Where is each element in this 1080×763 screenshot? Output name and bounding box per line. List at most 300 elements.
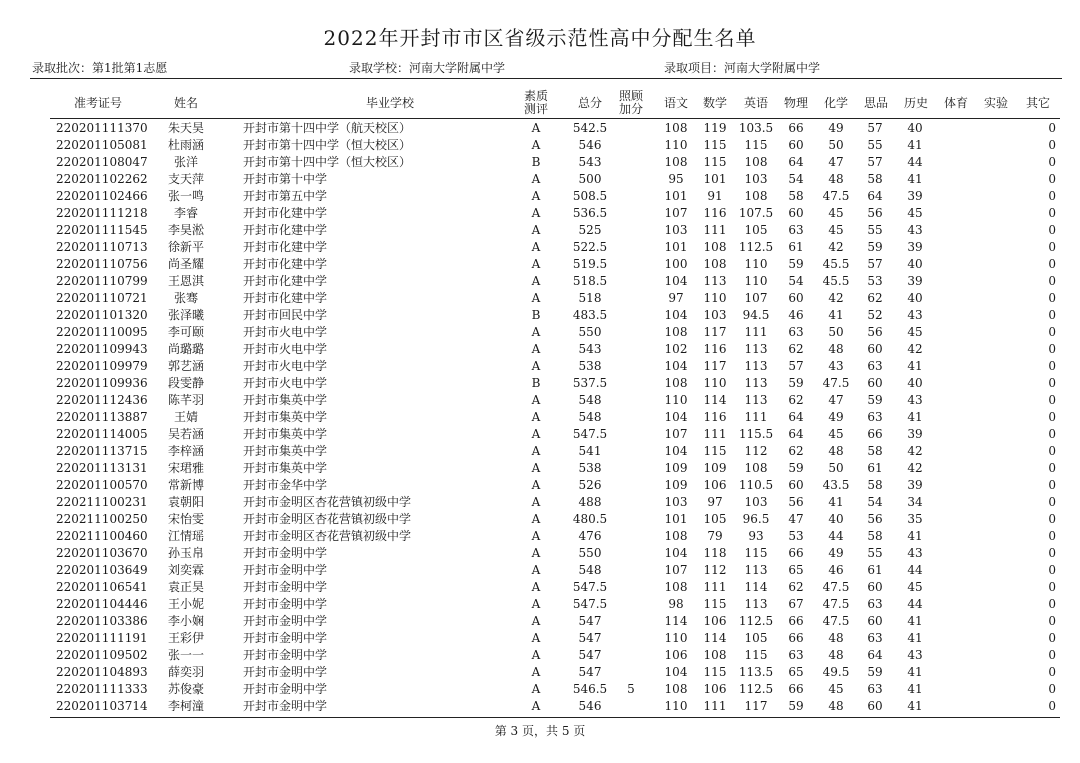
cell-huaxue: 47.5	[822, 376, 850, 390]
cell-shuxue: 108	[703, 240, 727, 254]
cell-yuwen: 108	[664, 682, 688, 696]
cell-quality: A	[531, 512, 541, 526]
cell-sipin: 58	[867, 444, 883, 458]
cell-shiyan	[982, 579, 1008, 596]
cell-total: 525	[578, 223, 602, 237]
cell-school: 开封市金明区杏花营镇初级中学	[243, 495, 412, 509]
cell-shiyan	[982, 205, 1008, 222]
cell-yuwen: 101	[664, 189, 688, 203]
cell-tiyu	[942, 630, 968, 647]
cell-id: 220201110799	[56, 274, 148, 288]
cell-yuwen: 109	[664, 461, 688, 475]
cell-tiyu	[942, 647, 968, 664]
cell-total: 541	[578, 444, 602, 458]
cell-quality: A	[531, 563, 541, 577]
cell-qita: 0	[1048, 257, 1056, 271]
cell-total: 547	[578, 665, 602, 679]
cell-yingyu: 105	[744, 631, 768, 645]
cell-name: 王彩伊	[167, 631, 204, 645]
cell-lishi: 34	[907, 495, 923, 509]
cell-bonus: 5	[627, 682, 635, 696]
cell-yingyu: 113	[744, 597, 768, 611]
cell-lishi: 41	[907, 172, 923, 186]
header-school: 毕业学校	[365, 95, 414, 110]
cell-qita: 0	[1048, 648, 1056, 662]
cell-sipin: 62	[867, 291, 883, 305]
cell-quality: A	[531, 427, 541, 441]
cell-name: 张一一	[167, 648, 204, 662]
cell-sipin: 56	[867, 512, 883, 526]
cell-qita: 0	[1048, 410, 1056, 424]
cell-total: 483.5	[572, 308, 608, 322]
cell-bonus	[618, 426, 644, 443]
cell-yuwen: 114	[664, 614, 688, 628]
cell-yingyu: 115	[744, 546, 768, 560]
cell-huaxue: 41	[828, 495, 844, 509]
cell-name: 苏俊豪	[167, 682, 204, 696]
cell-wuli: 63	[788, 648, 804, 662]
cell-huaxue: 50	[828, 138, 844, 152]
cell-name: 李柯潼	[167, 699, 204, 713]
cell-shuxue: 115	[703, 597, 727, 611]
cell-yuwen: 97	[668, 291, 684, 305]
cell-name: 张骞	[173, 291, 198, 305]
cell-shiyan	[982, 239, 1008, 256]
cell-wuli: 54	[788, 172, 804, 186]
cell-id: 220201114005	[56, 427, 148, 441]
cell-bonus	[618, 596, 644, 613]
cell-shuxue: 115	[703, 138, 727, 152]
cell-yuwen: 100	[664, 257, 688, 271]
cell-shiyan	[982, 188, 1008, 205]
cell-wuli: 66	[788, 631, 804, 645]
cell-wuli: 61	[788, 240, 804, 254]
cell-id: 220201105081	[56, 138, 148, 152]
cell-yuwen: 104	[664, 308, 688, 322]
cell-shuxue: 103	[703, 308, 727, 322]
cell-tiyu	[942, 341, 968, 358]
cell-school: 开封市化建中学	[243, 291, 328, 305]
table-row	[0, 137, 1080, 154]
cell-wuli: 58	[788, 189, 804, 203]
cell-shiyan	[982, 630, 1008, 647]
cell-quality: A	[531, 580, 541, 594]
cell-yingyu: 111	[744, 325, 768, 339]
cell-qita: 0	[1048, 614, 1056, 628]
meta-divider	[30, 78, 1062, 79]
cell-lishi: 43	[907, 546, 923, 560]
cell-lishi: 39	[907, 274, 923, 288]
cell-yuwen: 103	[664, 223, 688, 237]
cell-sipin: 66	[867, 427, 883, 441]
cell-quality: A	[531, 342, 541, 356]
cell-id: 220201109936	[56, 376, 148, 390]
cell-yingyu: 111	[744, 410, 768, 424]
header-total: 总分	[577, 95, 602, 110]
cell-yingyu: 110	[744, 274, 768, 288]
table-row	[0, 324, 1080, 341]
cell-yuwen: 110	[664, 631, 688, 645]
cell-id: 220201103714	[56, 699, 148, 713]
cell-name: 袁朝阳	[167, 495, 204, 509]
cell-wuli: 62	[788, 580, 804, 594]
cell-qita: 0	[1048, 699, 1056, 713]
cell-total: 508.5	[572, 189, 608, 203]
cell-shiyan	[982, 494, 1008, 511]
cell-yingyu: 112.5	[738, 614, 774, 628]
cell-shiyan	[982, 511, 1008, 528]
cell-qita: 0	[1048, 444, 1056, 458]
cell-lishi: 40	[907, 257, 923, 271]
cell-shuxue: 111	[703, 580, 727, 594]
cell-lishi: 39	[907, 189, 923, 203]
cell-huaxue: 48	[828, 342, 844, 356]
cell-tiyu	[942, 562, 968, 579]
cell-tiyu	[942, 154, 968, 171]
cell-huaxue: 46	[828, 563, 844, 577]
cell-quality: A	[531, 597, 541, 611]
cell-wuli: 64	[788, 155, 804, 169]
cell-total: 547.5	[572, 597, 608, 611]
admission-program: 录取项目：河南大学附属中学	[664, 61, 821, 75]
cell-lishi: 45	[907, 580, 923, 594]
cell-wuli: 56	[788, 495, 804, 509]
cell-quality: A	[531, 546, 541, 560]
cell-school: 开封市金明中学	[243, 580, 328, 594]
cell-school: 开封市金明中学	[243, 648, 328, 662]
table-row	[0, 409, 1080, 426]
cell-name: 张一鸣	[167, 189, 204, 203]
cell-shiyan	[982, 256, 1008, 273]
table-row	[0, 239, 1080, 256]
cell-total: 547	[578, 648, 602, 662]
cell-id: 220201111333	[56, 682, 148, 696]
cell-shuxue: 101	[703, 172, 727, 186]
cell-tiyu	[942, 477, 968, 494]
cell-quality: A	[531, 393, 541, 407]
table-row	[0, 562, 1080, 579]
cell-name: 朱天昊	[167, 121, 204, 135]
cell-qita: 0	[1048, 529, 1056, 543]
cell-shuxue: 108	[703, 257, 727, 271]
cell-shuxue: 110	[703, 291, 727, 305]
cell-shuxue: 117	[703, 359, 727, 373]
table-row	[0, 120, 1080, 137]
cell-quality: A	[531, 495, 541, 509]
cell-total: 518	[578, 291, 602, 305]
cell-tiyu	[942, 426, 968, 443]
cell-school: 开封市火电中学	[243, 325, 328, 339]
cell-school: 开封市化建中学	[243, 206, 328, 220]
table-row	[0, 528, 1080, 545]
cell-lishi: 41	[907, 529, 923, 543]
cell-wuli: 59	[788, 257, 804, 271]
cell-quality: A	[531, 189, 541, 203]
cell-tiyu	[942, 613, 968, 630]
cell-shuxue: 115	[703, 444, 727, 458]
cell-lishi: 43	[907, 308, 923, 322]
table-row	[0, 460, 1080, 477]
cell-huaxue: 45.5	[822, 257, 850, 271]
cell-yingyu: 110.5	[738, 478, 774, 492]
cell-total: 547	[578, 614, 602, 628]
cell-quality: A	[531, 274, 541, 288]
table-row	[0, 613, 1080, 630]
cell-bonus	[618, 256, 644, 273]
cell-bonus	[618, 664, 644, 681]
cell-tiyu	[942, 392, 968, 409]
cell-qita: 0	[1048, 682, 1056, 696]
table-row	[0, 596, 1080, 613]
table-row	[0, 256, 1080, 273]
cell-shiyan	[982, 137, 1008, 154]
table-row	[0, 222, 1080, 239]
cell-school: 开封市金明中学	[243, 563, 328, 577]
cell-shiyan	[982, 596, 1008, 613]
cell-wuli: 66	[788, 546, 804, 560]
cell-shiyan	[982, 273, 1008, 290]
cell-tiyu	[942, 698, 968, 715]
cell-qita: 0	[1048, 665, 1056, 679]
cell-total: 542.5	[572, 121, 608, 135]
cell-total: 543	[578, 342, 602, 356]
cell-lishi: 41	[907, 614, 923, 628]
cell-school: 开封市化建中学	[243, 223, 328, 237]
cell-yingyu: 114	[744, 580, 768, 594]
cell-yingyu: 113	[744, 359, 768, 373]
cell-sipin: 57	[867, 121, 883, 135]
cell-yingyu: 103	[744, 172, 768, 186]
table-row	[0, 188, 1080, 205]
cell-school: 开封市化建中学	[243, 274, 328, 288]
cell-id: 220201111545	[56, 223, 148, 237]
cell-lishi: 44	[907, 155, 923, 169]
table-row	[0, 392, 1080, 409]
cell-shiyan	[982, 477, 1008, 494]
cell-shuxue: 79	[707, 529, 723, 543]
cell-huaxue: 45	[828, 427, 844, 441]
cell-yuwen: 101	[664, 512, 688, 526]
cell-huaxue: 45.5	[822, 274, 850, 288]
cell-yuwen: 104	[664, 665, 688, 679]
cell-bonus	[618, 698, 644, 715]
cell-school: 开封市第十四中学（航天校区）	[243, 121, 412, 135]
cell-tiyu	[942, 579, 968, 596]
cell-bonus	[618, 562, 644, 579]
cell-huaxue: 42	[828, 291, 844, 305]
cell-id: 220201102262	[56, 172, 148, 186]
cell-shiyan	[982, 341, 1008, 358]
cell-total: 526	[578, 478, 602, 492]
cell-huaxue: 45	[828, 223, 844, 237]
cell-name: 陈芊羽	[167, 393, 204, 407]
cell-id: 220201111191	[56, 631, 148, 645]
cell-quality: A	[531, 614, 541, 628]
cell-sipin: 56	[867, 325, 883, 339]
cell-total: 548	[578, 410, 602, 424]
cell-name: 张洋	[173, 155, 198, 169]
cell-shuxue: 116	[703, 410, 727, 424]
table-row	[0, 494, 1080, 511]
cell-wuli: 65	[788, 563, 804, 577]
cell-bonus	[618, 137, 644, 154]
cell-tiyu	[942, 596, 968, 613]
cell-qita: 0	[1048, 597, 1056, 611]
cell-quality: A	[531, 172, 541, 186]
cell-qita: 0	[1048, 138, 1056, 152]
cell-school: 开封市集英中学	[243, 410, 328, 424]
cell-qita: 0	[1048, 427, 1056, 441]
cell-lishi: 40	[907, 121, 923, 135]
cell-sipin: 58	[867, 529, 883, 543]
cell-yingyu: 110	[744, 257, 768, 271]
cell-huaxue: 48	[828, 648, 844, 662]
cell-sipin: 56	[867, 206, 883, 220]
cell-yuwen: 101	[664, 240, 688, 254]
cell-name: 薛奕羽	[167, 665, 204, 679]
cell-name: 张泽曦	[167, 308, 204, 322]
cell-id: 220201100570	[56, 478, 148, 492]
cell-total: 537.5	[572, 376, 608, 390]
cell-yuwen: 102	[664, 342, 688, 356]
cell-shiyan	[982, 324, 1008, 341]
cell-shuxue: 108	[703, 648, 727, 662]
cell-school: 开封市金明区杏花营镇初级中学	[243, 512, 412, 526]
cell-yingyu: 107.5	[738, 206, 774, 220]
cell-shuxue: 119	[703, 121, 727, 135]
cell-quality: A	[531, 359, 541, 373]
cell-name: 吴若涵	[167, 427, 204, 441]
cell-bonus	[618, 188, 644, 205]
cell-qita: 0	[1048, 461, 1056, 475]
cell-huaxue: 47	[828, 393, 844, 407]
page-number: 第 3 页，共 5 页	[494, 724, 586, 738]
cell-huaxue: 49.5	[822, 665, 850, 679]
cell-sipin: 57	[867, 155, 883, 169]
cell-lishi: 39	[907, 240, 923, 254]
cell-yuwen: 108	[664, 580, 688, 594]
cell-yuwen: 107	[664, 563, 688, 577]
cell-shiyan	[982, 613, 1008, 630]
cell-tiyu	[942, 205, 968, 222]
cell-quality: A	[531, 240, 541, 254]
cell-school: 开封市火电中学	[243, 342, 328, 356]
cell-shuxue: 111	[703, 223, 727, 237]
table-row	[0, 443, 1080, 460]
cell-yuwen: 108	[664, 325, 688, 339]
cell-total: 546	[578, 699, 602, 713]
cell-quality: A	[531, 682, 541, 696]
cell-yuwen: 110	[664, 393, 688, 407]
cell-yingyu: 112.5	[738, 240, 774, 254]
cell-wuli: 59	[788, 461, 804, 475]
cell-shiyan	[982, 460, 1008, 477]
table-row	[0, 511, 1080, 528]
cell-huaxue: 45	[828, 206, 844, 220]
cell-name: 王小妮	[167, 597, 204, 611]
cell-sipin: 60	[867, 342, 883, 356]
cell-id: 220201103670	[56, 546, 148, 560]
cell-yuwen: 95	[668, 172, 684, 186]
cell-huaxue: 47.5	[822, 597, 850, 611]
cell-yingyu: 94.5	[742, 308, 770, 322]
cell-wuli: 66	[788, 121, 804, 135]
cell-tiyu	[942, 188, 968, 205]
cell-quality: A	[531, 631, 541, 645]
cell-shiyan	[982, 358, 1008, 375]
cell-shiyan	[982, 120, 1008, 137]
cell-school: 开封市金明中学	[243, 597, 328, 611]
cell-tiyu	[942, 664, 968, 681]
cell-tiyu	[942, 256, 968, 273]
cell-total: 550	[578, 546, 602, 560]
cell-yuwen: 107	[664, 206, 688, 220]
cell-quality: A	[531, 138, 541, 152]
cell-shiyan	[982, 664, 1008, 681]
cell-tiyu	[942, 171, 968, 188]
cell-id: 220201106541	[56, 580, 148, 594]
cell-sipin: 60	[867, 580, 883, 594]
cell-lishi: 41	[907, 699, 923, 713]
cell-school: 开封市集英中学	[243, 461, 328, 475]
cell-name: 李梓涵	[167, 444, 204, 458]
cell-bonus	[618, 324, 644, 341]
cell-sipin: 53	[867, 274, 883, 288]
cell-name: 李昊淞	[167, 223, 204, 237]
cell-shuxue: 115	[703, 155, 727, 169]
cell-bonus	[618, 545, 644, 562]
cell-school: 开封市金明中学	[243, 699, 328, 713]
cell-shiyan	[982, 647, 1008, 664]
cell-wuli: 60	[788, 478, 804, 492]
cell-yingyu: 103	[744, 495, 768, 509]
cell-bonus	[618, 222, 644, 239]
cell-wuli: 64	[788, 410, 804, 424]
cell-shiyan	[982, 290, 1008, 307]
cell-lishi: 40	[907, 376, 923, 390]
cell-school: 开封市第十四中学（恒大校区）	[243, 155, 412, 169]
cell-shiyan	[982, 528, 1008, 545]
cell-wuli: 60	[788, 291, 804, 305]
cell-yingyu: 113	[744, 393, 768, 407]
cell-name: 李可颐	[167, 325, 204, 339]
cell-huaxue: 50	[828, 461, 844, 475]
cell-school: 开封市回民中学	[243, 308, 328, 322]
cell-total: 480.5	[572, 512, 608, 526]
cell-tiyu	[942, 358, 968, 375]
header-lishi: 历史	[903, 95, 928, 110]
cell-huaxue: 50	[828, 325, 844, 339]
cell-sipin: 55	[867, 223, 883, 237]
table-row	[0, 154, 1080, 171]
cell-quality: A	[531, 665, 541, 679]
cell-qita: 0	[1048, 359, 1056, 373]
cell-shuxue: 112	[703, 563, 727, 577]
cell-yingyu: 107	[744, 291, 768, 305]
admission-batch: 录取批次：第1批第1志愿	[32, 61, 168, 75]
header-shuxue: 数学	[702, 95, 727, 110]
cell-sipin: 60	[867, 376, 883, 390]
cell-yingyu: 117	[744, 699, 768, 713]
cell-huaxue: 47	[828, 155, 844, 169]
cell-sipin: 60	[867, 614, 883, 628]
cell-shuxue: 116	[703, 342, 727, 356]
cell-huaxue: 40	[828, 512, 844, 526]
header-bonus: 照顾 加分	[618, 89, 643, 116]
cell-lishi: 39	[907, 427, 923, 441]
cell-yuwen: 107	[664, 427, 688, 441]
cell-wuli: 62	[788, 342, 804, 356]
